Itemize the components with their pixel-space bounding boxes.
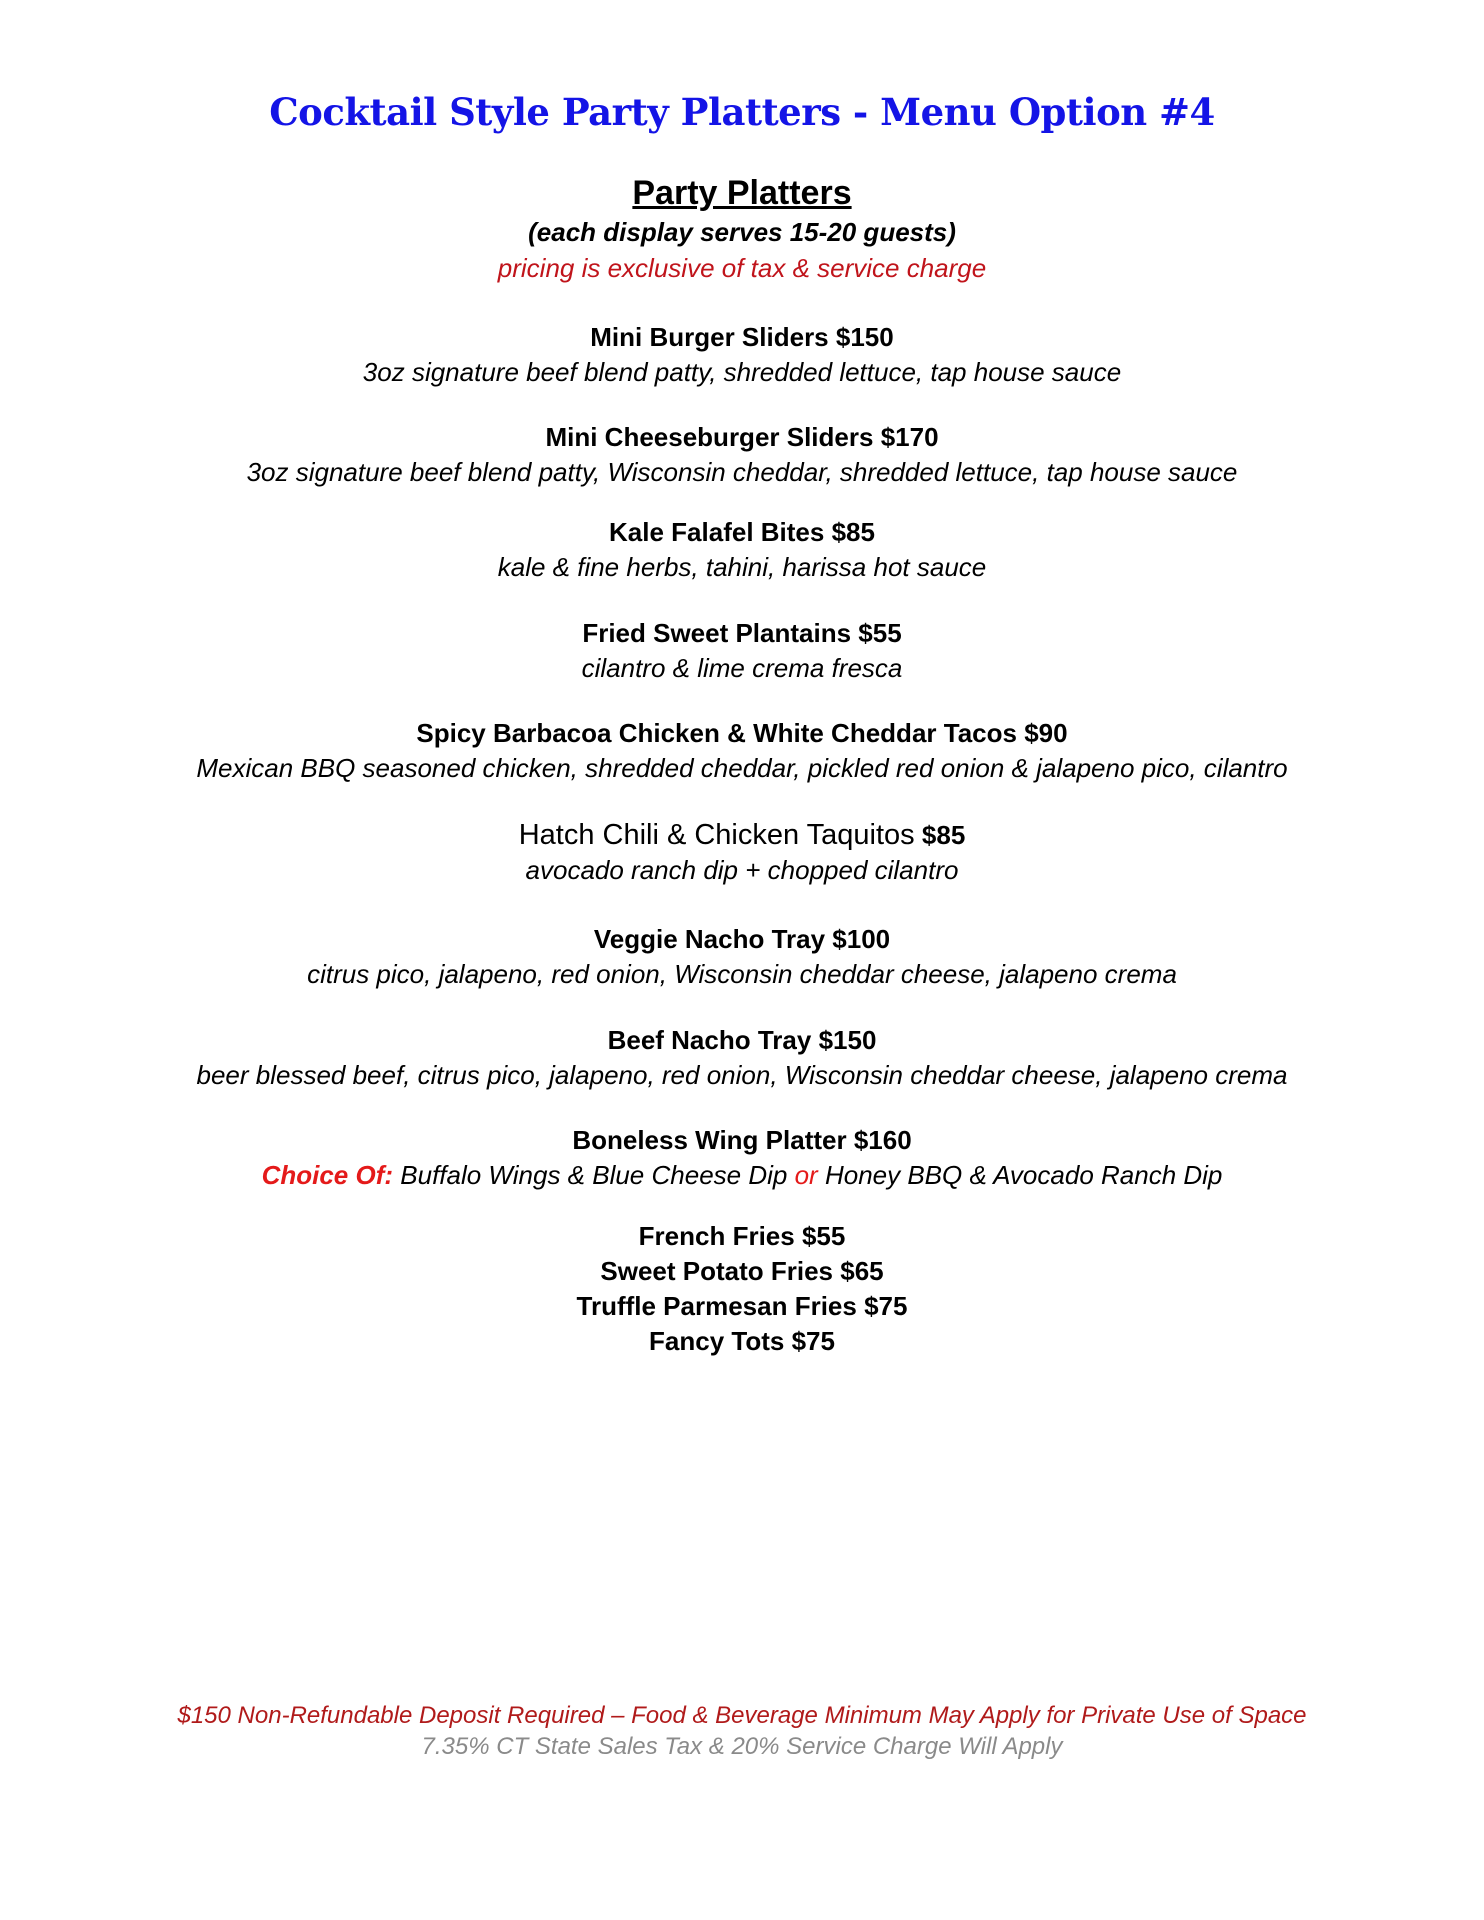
item-description: 3oz signature beef blend patty, Wisconsin cheddar, shredded lettuce, tap house sauce bbox=[246, 457, 1238, 487]
item-name: Spicy Barbacoa Chicken & White Cheddar Tacos bbox=[416, 718, 1017, 748]
item-choice-line bbox=[0, 1157, 1484, 1193]
menu-item bbox=[0, 1123, 1484, 1193]
list-item bbox=[0, 1254, 1484, 1289]
item-name: Hatch Chili & Chicken Taquitos bbox=[518, 819, 915, 851]
item-price: $160 bbox=[853, 1125, 912, 1155]
tax-note: 7.35% CT State Sales Tax & 20% Service Charge Will Apply bbox=[421, 1733, 1063, 1760]
choice-option-b: Honey BBQ & Avocado Ranch Dip bbox=[824, 1160, 1223, 1190]
item-price: $150 bbox=[835, 322, 894, 352]
menu-item bbox=[0, 515, 1484, 585]
item-name: Beef Nacho Tray bbox=[607, 1025, 812, 1055]
item-price: $55 bbox=[801, 1221, 846, 1251]
item-name: Truffle Parmesan Fries bbox=[576, 1291, 857, 1321]
item-description: kale & fine herbs, tahini, harissa hot sauce bbox=[497, 552, 987, 582]
item-name: Fried Sweet Plantains bbox=[582, 618, 852, 648]
item-name: Fancy Tots bbox=[649, 1326, 785, 1356]
item-name: Sweet Potato Fries bbox=[600, 1256, 833, 1286]
item-price: $75 bbox=[864, 1291, 908, 1321]
menu-item bbox=[0, 818, 1484, 888]
item-heading bbox=[0, 420, 1484, 454]
item-name: Boneless Wing Platter bbox=[572, 1125, 847, 1155]
menu-item bbox=[0, 1023, 1484, 1093]
item-name: Mini Burger Sliders bbox=[590, 322, 829, 352]
menu-item bbox=[0, 320, 1484, 390]
menu-item bbox=[0, 420, 1484, 490]
item-heading bbox=[0, 818, 1484, 852]
deposit-note: $150 Non-Refundable Deposit Required – Food & Beverage Minimum May Apply for Private Use of Space bbox=[177, 1702, 1307, 1729]
item-name: Mini Cheeseburger Sliders bbox=[545, 422, 874, 452]
choice-label: Choice Of: bbox=[261, 1160, 394, 1190]
serves-note: (each display serves 15-20 guests) bbox=[528, 217, 956, 247]
item-price: $85 bbox=[831, 517, 875, 547]
menu-title: Cocktail Style Party Platters - Menu Option #4 bbox=[269, 90, 1215, 134]
item-price: $85 bbox=[921, 820, 966, 850]
item-description: 3oz signature beef blend patty, shredded lettuce, tap house sauce bbox=[362, 357, 1122, 387]
item-heading bbox=[0, 716, 1484, 750]
item-price: $170 bbox=[880, 422, 939, 452]
item-name: Veggie Nacho Tray bbox=[593, 924, 826, 954]
item-price: $100 bbox=[832, 924, 891, 954]
item-price: $90 bbox=[1024, 718, 1068, 748]
item-heading bbox=[0, 1023, 1484, 1057]
item-price: $55 bbox=[858, 618, 902, 648]
item-heading bbox=[0, 922, 1484, 956]
item-heading bbox=[0, 320, 1484, 354]
list-item bbox=[0, 1219, 1484, 1254]
item-name: French Fries bbox=[638, 1221, 795, 1251]
section-heading: Party Platters bbox=[632, 174, 852, 212]
item-name: Kale Falafel Bites bbox=[609, 517, 825, 547]
item-description: cilantro & lime crema fresca bbox=[581, 653, 903, 683]
item-price: $150 bbox=[818, 1025, 877, 1055]
item-heading bbox=[0, 1123, 1484, 1157]
item-description: Mexican BBQ seasoned chicken, shredded cheddar, pickled red onion & jalapeno pico, cilantro bbox=[196, 753, 1288, 783]
choice-option-a: Buffalo Wings & Blue Cheese Dip bbox=[400, 1160, 788, 1190]
item-heading bbox=[0, 515, 1484, 549]
item-price: $75 bbox=[791, 1326, 835, 1356]
menu-item bbox=[0, 616, 1484, 686]
item-description: avocado ranch dip + chopped cilantro bbox=[525, 855, 959, 885]
item-description: citrus pico, jalapeno, red onion, Wisconsin cheddar cheese, jalapeno crema bbox=[307, 959, 1177, 989]
choice-or: or bbox=[794, 1160, 818, 1190]
menu-item bbox=[0, 716, 1484, 786]
item-price: $65 bbox=[840, 1256, 884, 1286]
pricing-note: pricing is exclusive of tax & service charge bbox=[497, 253, 987, 283]
fries-list bbox=[0, 1219, 1484, 1359]
list-item bbox=[0, 1289, 1484, 1324]
list-item bbox=[0, 1324, 1484, 1359]
menu-item bbox=[0, 922, 1484, 992]
item-description: beer blessed beef, citrus pico, jalapeno, red onion, Wisconsin cheddar cheese, jalapeno crema bbox=[196, 1060, 1288, 1090]
item-heading bbox=[0, 616, 1484, 650]
